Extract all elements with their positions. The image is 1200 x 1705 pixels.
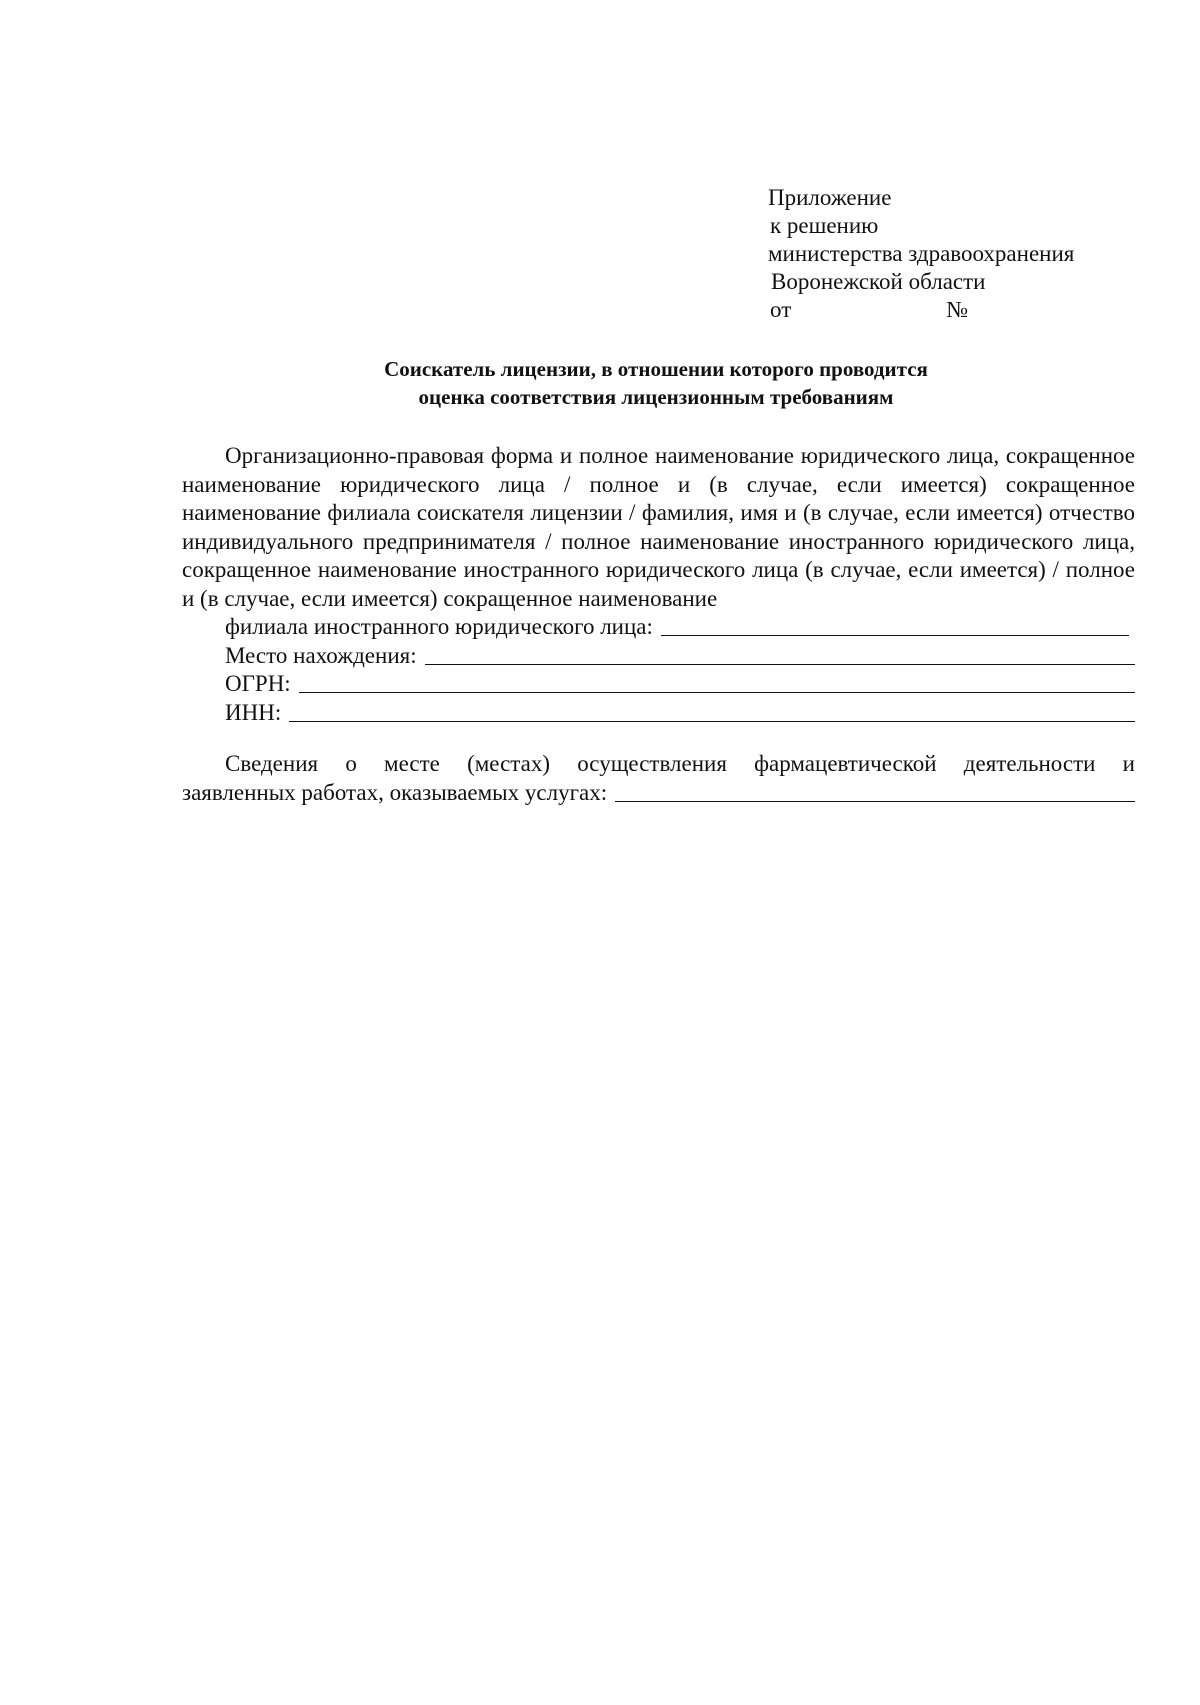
services-field	[182, 779, 1135, 808]
services-blank-line	[615, 783, 1135, 802]
ogrn-blank-line	[299, 674, 1135, 693]
inn-blank-line	[289, 703, 1135, 722]
appendix-line-4: Воронежской области	[771, 269, 986, 294]
applicant-description: Организационно-правовая форма и полное наименование юридического лица, сокращенное наименование юридического лица / полное и (в случае, если имеется) сокращенное наименование филиала соискателя лицензии / фамилия, имя и (в случае, если имеется) отчество индивидуального предпринимателя / полное наименование иностранного юридического лица, сокращенное наименование иностранного юридического лица (в случае, если имеется) / полное и (в случае, если имеется) сокращенное наименование	[182, 443, 1135, 611]
ogrn-label: ОГРН:	[225, 671, 291, 696]
foreign-branch-label: филиала иностранного юридического лица:	[225, 614, 653, 639]
foreign-branch-blank-line	[661, 617, 1129, 636]
appendix-line-1: Приложение	[768, 185, 892, 210]
inn-field	[182, 699, 1135, 728]
inn-label: ИНН:	[225, 699, 282, 725]
appendix-line-3: министерства здравоохранения	[768, 241, 1075, 266]
appendix-date-number-row	[768, 296, 1074, 324]
location-field	[182, 642, 1135, 671]
title-line-2: оценка соответствия лицензионным требованиям	[418, 385, 894, 409]
date-label: от	[770, 297, 792, 322]
location-label: Место нахождения:	[225, 642, 417, 668]
document-title	[180, 355, 1132, 411]
activity-description: Сведения о месте (местах) осуществления фармацевтической деятельности и	[225, 751, 1135, 776]
number-label: №	[946, 297, 969, 322]
appendix-line-2: к решению	[770, 213, 879, 238]
activity-section	[182, 750, 1135, 807]
services-label: заявленных работах, оказываемых услугах:	[182, 779, 608, 805]
foreign-branch-field	[182, 613, 1135, 642]
title-line-1: Соискатель лицензии, в отношении которого проводится	[384, 357, 928, 381]
ogrn-field	[182, 670, 1135, 699]
location-blank-line	[425, 646, 1135, 665]
appendix-header	[768, 184, 1074, 324]
applicant-section	[182, 442, 1135, 727]
